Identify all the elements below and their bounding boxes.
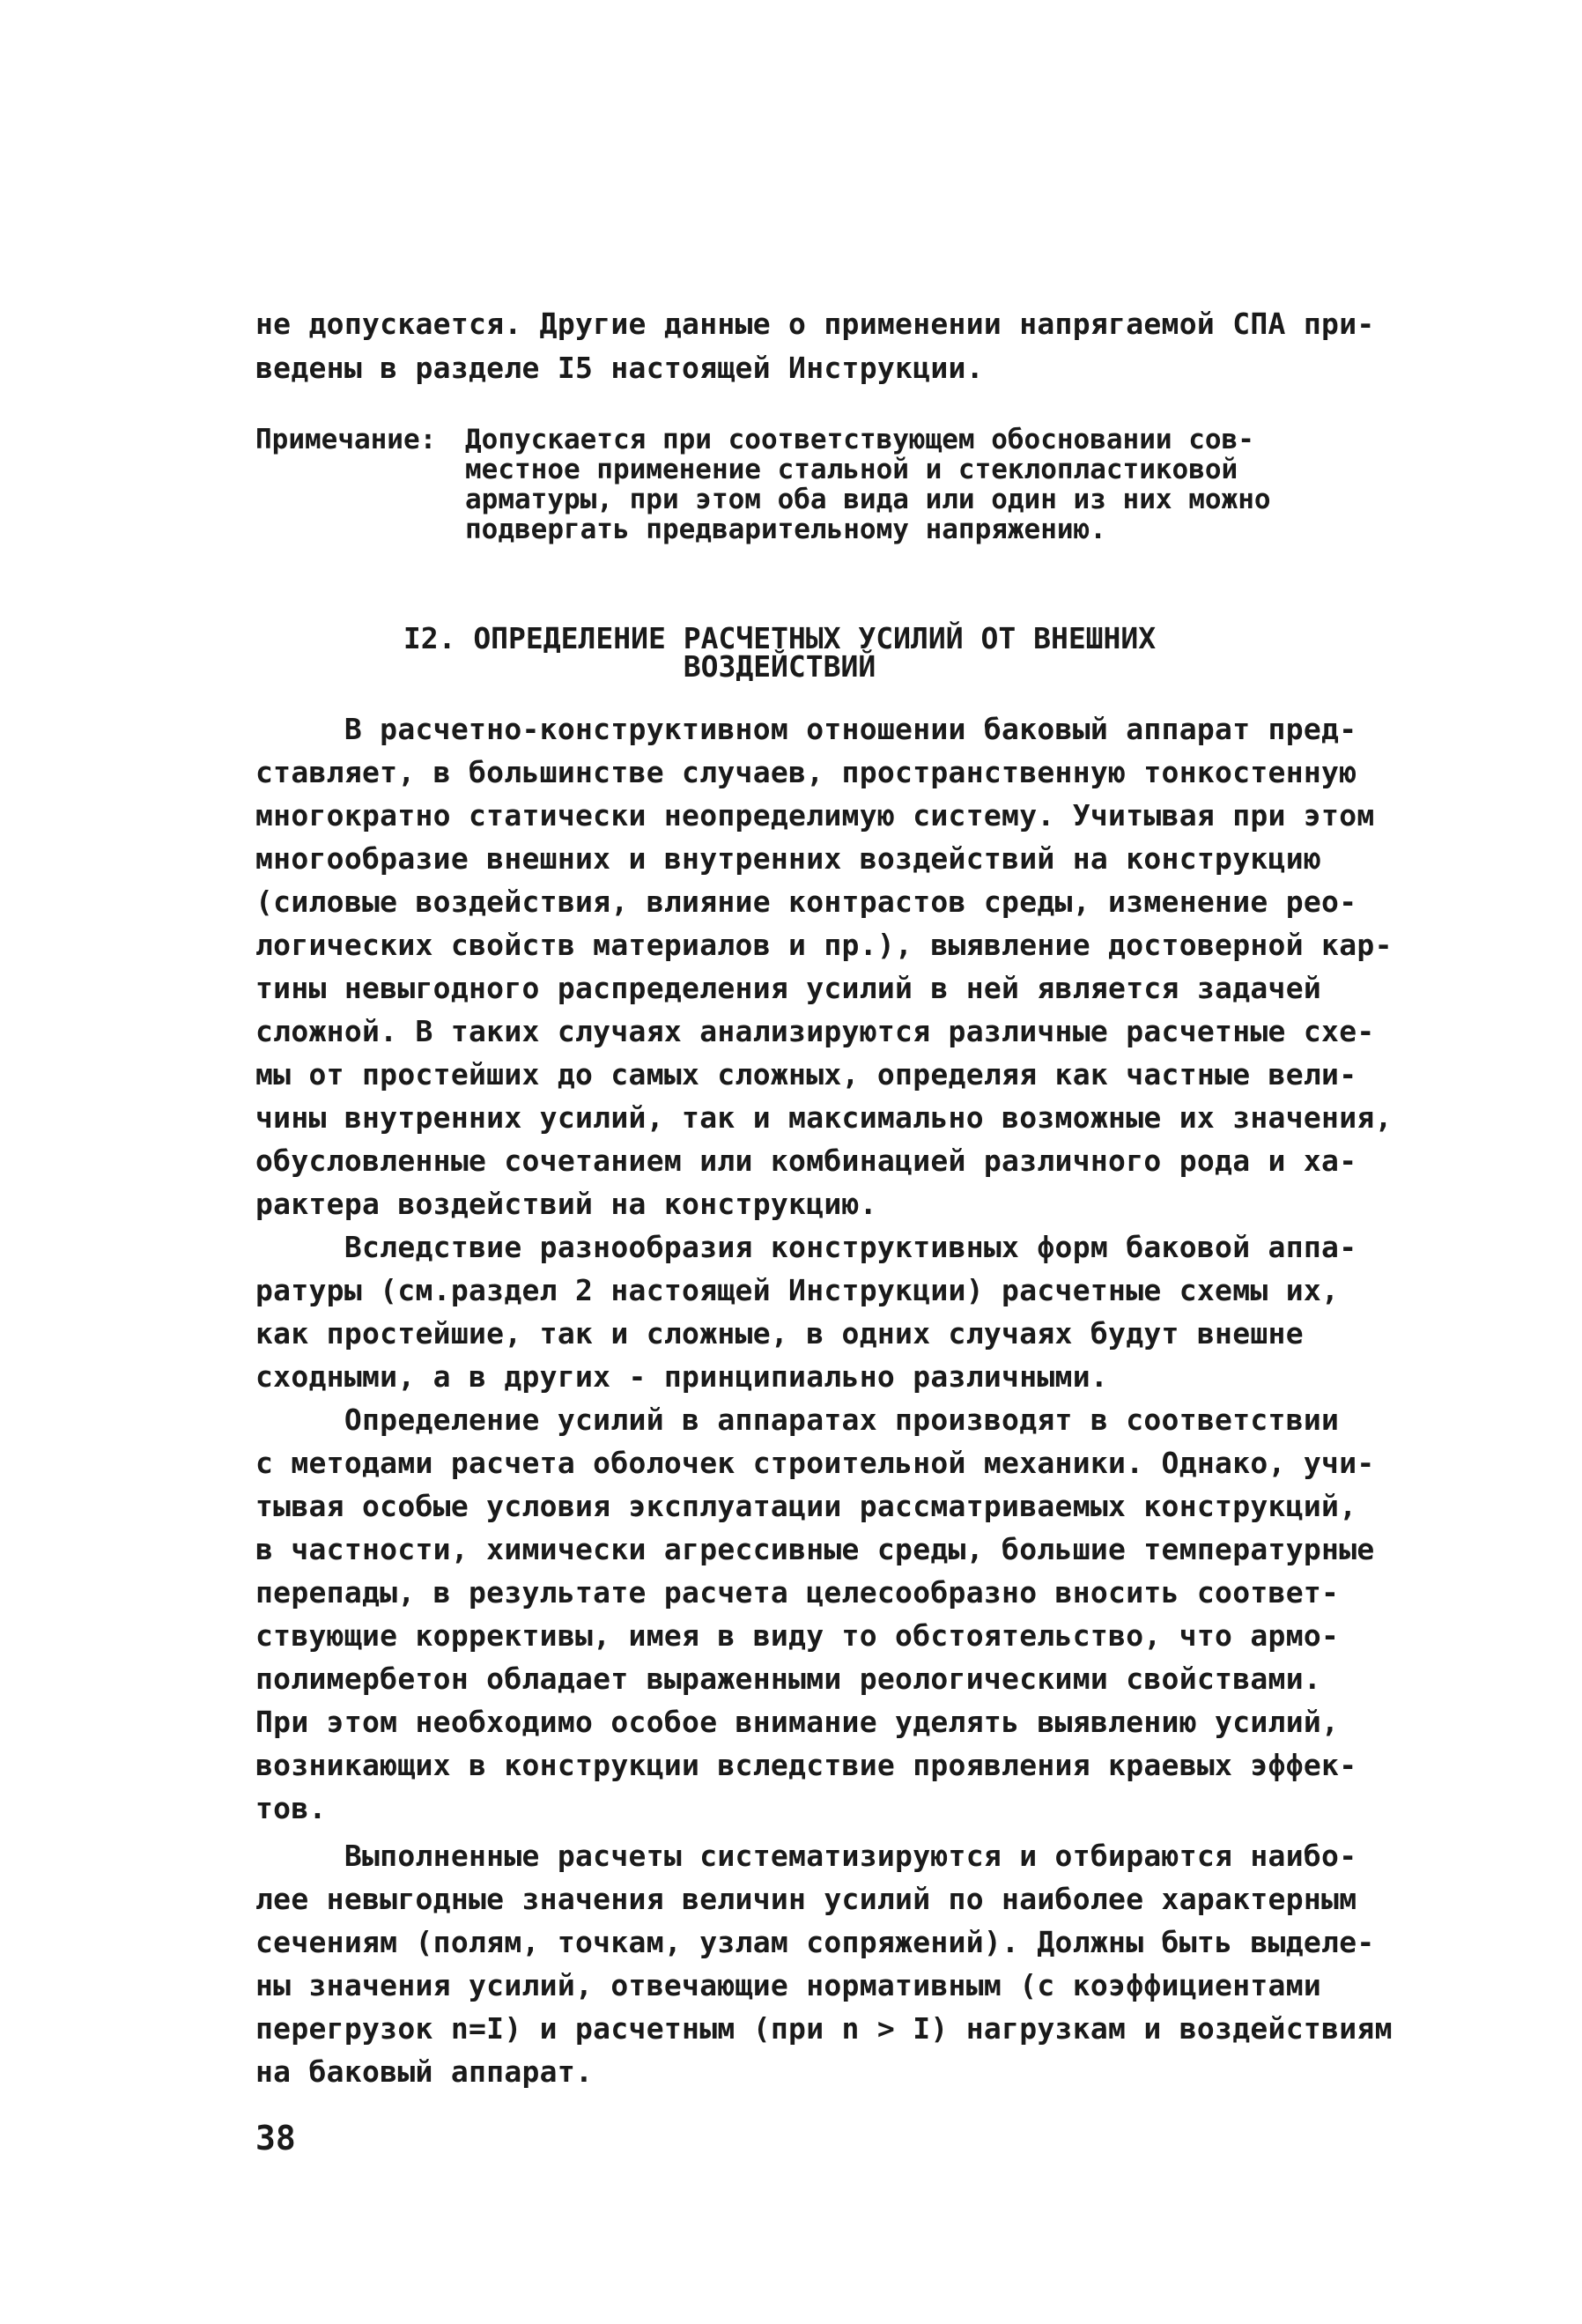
body-line: При этом необходимо особое внимание уделять выявлению усилий, <box>255 1705 1340 1739</box>
body-line: сложной. В таких случаях анализируются различные расчетные схе- <box>255 1014 1375 1048</box>
note-line-4: подвергать предварительному напряжению. <box>465 514 1106 545</box>
note-line-3: арматуры, при этом оба вида или один из них можно <box>465 484 1271 515</box>
body-line: лее невыгодные значения величин усилий по наиболее характерным <box>255 1882 1357 1916</box>
body-line: ставляет, в большинстве случаев, пространственную тонкостенную <box>255 755 1357 789</box>
body-line: с методами расчета оболочек строительной механики. Однако, учи- <box>255 1446 1375 1480</box>
body-line: тывая особые условия эксплуатации рассматриваемых конструкций, <box>255 1489 1357 1523</box>
intro-line-2: ведены в разделе I5 настоящей Инструкции. <box>255 351 984 385</box>
body-line: сходными, а в других - принципиально различными. <box>255 1359 1109 1394</box>
note-line-2: местное применение стальной и стеклопластиковой <box>465 454 1238 485</box>
body-line: обусловленные сочетанием или комбинацией различного рода и ха- <box>255 1143 1357 1178</box>
body-line: на баковый аппарат. <box>255 2054 594 2089</box>
note-label: Примечание: <box>255 424 437 455</box>
body-line: Вследствие разнообразия конструктивных форм баковой аппа- <box>255 1230 1357 1264</box>
body-line: чины внутренних усилий, так и максимально возможные их значения, <box>255 1100 1393 1135</box>
body-line: многообразие внешних и внутренних воздействий на конструкцию <box>255 841 1322 876</box>
note-line-1: Допускается при соответствующем обосновании сов- <box>465 424 1254 455</box>
body-line: возникающих в конструкции вследствие проявления краевых эффек- <box>255 1748 1357 1782</box>
body-line: как простейшие, так и сложные, в одних случаях будут внешне <box>255 1316 1304 1351</box>
body-line: перепады, в результате расчета целесообразно вносить соответ- <box>255 1575 1340 1610</box>
body-line: мы от простейших до самых сложных, определяя как частные вели- <box>255 1057 1357 1092</box>
body-line: тов. <box>255 1791 327 1825</box>
body-line: В расчетно-конструктивном отношении баковый аппарат пред- <box>255 712 1357 746</box>
body-line: в частности, химически агрессивные среды, большие температурные <box>255 1532 1375 1566</box>
body-line: ратуры (см.раздел 2 настоящей Инструкции) расчетные схемы их, <box>255 1273 1340 1307</box>
intro-line-1: не допускается. Другие данные о применении напрягаемой СПА при- <box>255 307 1375 341</box>
page-number: 38 <box>255 2119 296 2157</box>
body-line: Выполненные расчеты систематизируются и отбираются наибо- <box>255 1839 1357 1873</box>
section-heading-line-1: I2. ОПРЕДЕЛЕНИЕ РАСЧЕТНЫХ УСИЛИЙ ОТ ВНЕШНИХ <box>403 621 1157 655</box>
body-line: полимербетон обладает выраженными реологическими свойствами. <box>255 1662 1322 1696</box>
body-line: перегрузок n=I) и расчетным (при n > I) нагрузкам и воздействиям <box>255 2011 1393 2046</box>
body-line: многократно статически неопределимую систему. Учитывая при этом <box>255 798 1375 833</box>
body-line: рактера воздействий на конструкцию. <box>255 1187 877 1221</box>
body-line: Определение усилий в аппаратах производят в соответствии <box>255 1403 1340 1437</box>
body-line: ствующие коррективы, имея в виду то обстоятельство, что армо- <box>255 1618 1340 1653</box>
body-line: тины невыгодного распределения усилий в ней является задачей <box>255 971 1322 1005</box>
body-line: ны значения усилий, отвечающие нормативным (с коэффициентами <box>255 1968 1322 2002</box>
section-heading-line-2: ВОЗДЕЙСТВИЙ <box>683 649 876 684</box>
body-line: логических свойств материалов и пр.), выявление достоверной кар- <box>255 928 1393 962</box>
body-line: (силовые воздействия, влияние контрастов среды, изменение рео- <box>255 884 1357 919</box>
body-line: сечениям (полям, точкам, узлам сопряжений). Должны быть выделе- <box>255 1925 1375 1959</box>
